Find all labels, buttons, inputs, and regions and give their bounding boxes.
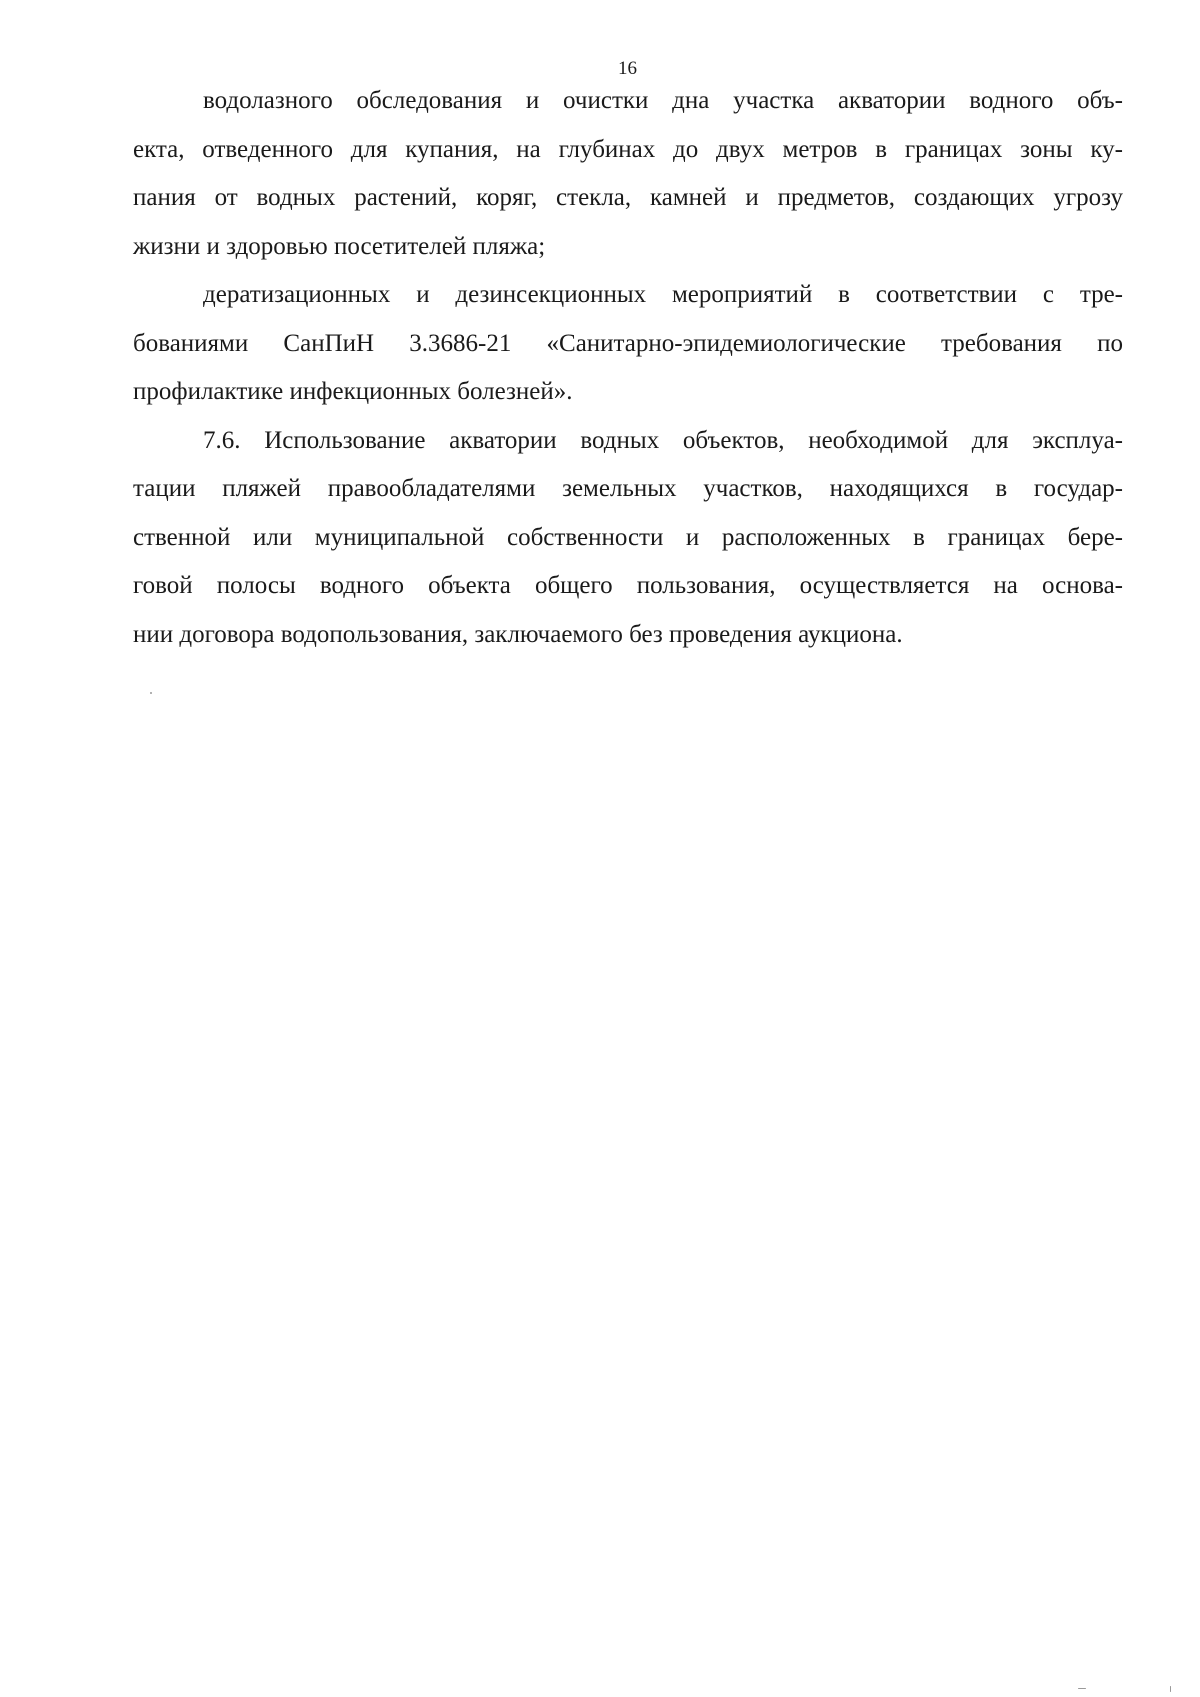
text-line: водолазного обследования и очистки дна участка акватории водного объ- [203, 87, 1123, 114]
text-line: бованиями СанПиН 3.3686-21 «Санитарно-эпидемиологические требования по [133, 329, 1123, 357]
text-line: 7.6. Использование акватории водных объектов, необходимой для эксплуа- [203, 426, 1123, 454]
text-line: жизни и здоровью посетителей пляжа; [133, 232, 546, 260]
text-line: профилактике инфекционных болезней». [133, 378, 573, 405]
text-line: пания от водных растений, коряг, стекла, камней и предметов, создающих угрозу [133, 184, 1123, 211]
text-line: ственной или муниципальной собственности и расположенных в границах бере- [133, 523, 1123, 551]
scan-speck [1078, 1688, 1086, 1689]
text-line: екта, отведенного для купания, на глубинах до двух метров в границах зоны ку- [133, 135, 1123, 163]
page-number: 16 [618, 58, 637, 79]
paragraph-section-7-6 [133, 417, 1123, 660]
text-line: дератизационных и дезинсекционных мероприятий в соответствии с тре- [203, 281, 1123, 308]
paragraph-diving-inspection [133, 77, 1123, 271]
paragraph-deratization [133, 271, 1123, 417]
scan-speck [1170, 1686, 1171, 1692]
text-line: тации пляжей правообладателями земельных участков, находящихся в государ- [133, 475, 1123, 502]
text-line: нии договора водопользования, заключаемого без проведения аукциона. [133, 620, 903, 648]
document-body [133, 77, 1123, 659]
text-line: говой полосы водного объекта общего пользования, осуществляется на основа- [133, 572, 1123, 599]
scan-speck [150, 692, 152, 694]
